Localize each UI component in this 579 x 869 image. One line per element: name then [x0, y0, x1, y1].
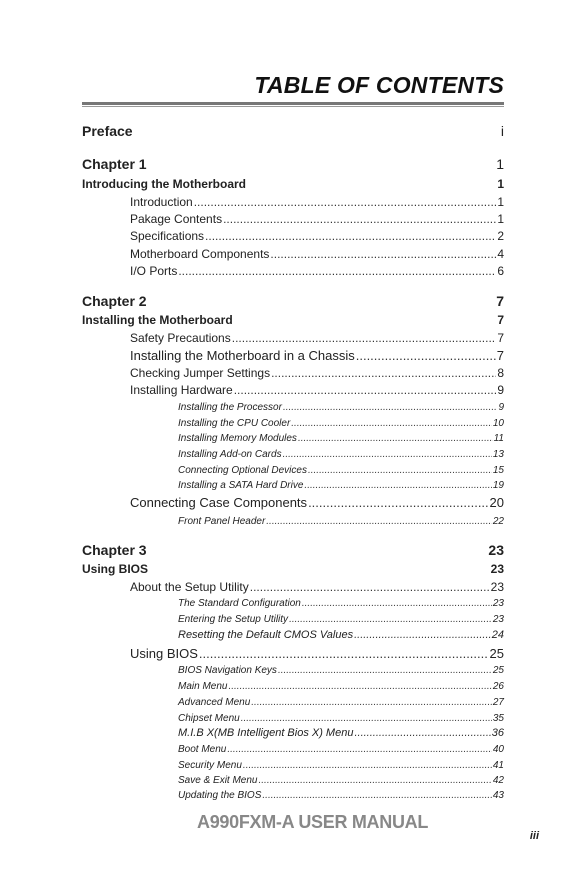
toc-leader-dots — [258, 775, 491, 786]
toc-label: Installing Memory Modules — [178, 433, 297, 444]
toc-subentry — [178, 727, 504, 739]
toc-leader-dots — [283, 449, 492, 460]
toc-label: I/O Ports — [130, 264, 178, 278]
toc-label: Boot Menu — [178, 744, 227, 755]
toc-entry — [130, 212, 504, 226]
toc-leader-dots — [304, 480, 491, 491]
toc-label: Chipset Menu — [178, 713, 240, 724]
page-title: TABLE OF CONTENTS — [254, 72, 504, 98]
toc-page-number: i — [500, 123, 504, 139]
toc-section-2 — [82, 313, 504, 327]
toc-page-number: 23 — [490, 562, 504, 576]
title-rule — [82, 102, 504, 105]
toc-page-number: 1 — [496, 156, 504, 172]
toc-subentry — [178, 614, 504, 625]
toc-page-number: 41 — [492, 760, 504, 771]
toc-subentry — [178, 713, 504, 724]
toc-leader-dots — [271, 366, 496, 380]
toc-label: The Standard Configuration — [178, 598, 301, 609]
title-rule-thin — [82, 106, 504, 107]
toc-label: BIOS Navigation Keys — [178, 665, 277, 676]
toc-subentry — [178, 516, 504, 527]
toc-page-number: 35 — [492, 713, 504, 724]
toc-label: Installing Add-on Cards — [178, 449, 282, 460]
toc-page-number: 15 — [492, 465, 504, 476]
toc-entry — [130, 331, 504, 345]
toc-leader-dots — [354, 727, 490, 739]
toc-label: Advanced Menu — [178, 697, 251, 708]
toc-subentry — [178, 402, 504, 413]
toc-label: M.I.B X(MB Intelligent Bios X) Menu — [178, 727, 354, 739]
toc-leader-dots — [262, 790, 491, 801]
toc-leader-dots — [178, 264, 496, 278]
toc-leader-dots — [298, 433, 493, 444]
toc-page-number: 24 — [491, 629, 504, 641]
toc-entry — [130, 247, 504, 261]
toc-page-number: 10 — [492, 418, 504, 429]
toc-label: Preface — [82, 123, 133, 139]
toc-subentry — [178, 681, 504, 692]
toc-entry — [130, 264, 504, 278]
toc-label: Motherboard Components — [130, 247, 270, 261]
toc-subentry — [178, 629, 504, 641]
toc-leader-dots — [308, 465, 492, 476]
toc-page-number: 7 — [497, 313, 504, 327]
toc-label: Chapter 1 — [82, 156, 147, 172]
toc-label: Using BIOS — [82, 562, 149, 576]
toc-page-number: 9 — [497, 383, 504, 397]
toc-leader-dots — [356, 348, 496, 363]
toc-label: Installing a SATA Hard Drive — [178, 480, 304, 491]
toc-page-number: 23 — [492, 614, 504, 625]
toc-page-number: 36 — [491, 727, 504, 739]
toc-leader-dots — [308, 495, 488, 510]
toc-leader-dots — [283, 402, 497, 413]
toc-label: Installing the Processor — [178, 402, 282, 413]
toc-entry — [130, 195, 504, 209]
toc-page-number: 25 — [489, 646, 504, 661]
toc-chapter-2 — [82, 293, 504, 309]
toc-page-number: 23 — [492, 598, 504, 609]
toc-page-number: 9 — [498, 402, 504, 413]
toc-label: Introduction — [130, 195, 193, 209]
toc-label: Chapter 2 — [82, 293, 147, 309]
toc-label: Using BIOS — [130, 646, 198, 661]
toc-page-number: 2 — [497, 229, 504, 243]
toc-page-number: 23 — [488, 542, 504, 558]
toc-leader-dots — [228, 681, 491, 692]
toc-leader-dots — [291, 418, 492, 429]
toc-leader-dots — [223, 212, 496, 226]
toc-subentry — [178, 790, 504, 801]
toc-leader-dots — [205, 229, 496, 243]
toc-page-number: 13 — [492, 449, 504, 460]
toc-subentry — [178, 418, 504, 429]
toc-leader-dots — [278, 665, 492, 676]
toc-label: Pakage Contents — [130, 212, 223, 226]
toc-page-number: 1 — [497, 177, 504, 191]
toc-page-number: 6 — [497, 264, 504, 278]
toc-entry — [130, 348, 504, 363]
toc-subentry — [178, 744, 504, 755]
toc-page-number: 1 — [497, 195, 504, 209]
toc-chapter-1 — [82, 156, 504, 172]
toc-preface — [82, 123, 504, 139]
toc-label: Installing Hardware — [130, 383, 233, 397]
toc-label: Connecting Optional Devices — [178, 465, 307, 476]
toc-page-number: 8 — [497, 366, 504, 380]
toc-page-number: 7 — [497, 331, 504, 345]
toc-label: Checking Jumper Settings — [130, 366, 271, 380]
toc-leader-dots — [266, 516, 492, 527]
toc-page-number: 20 — [489, 495, 504, 510]
toc-leader-dots — [250, 580, 490, 594]
toc-page-number: 27 — [492, 697, 504, 708]
toc-leader-dots — [270, 247, 496, 261]
manual-footer-title: A990FXM-A USER MANUAL — [197, 812, 429, 832]
toc-label: Save & Exit Menu — [178, 775, 258, 786]
toc-page-number: 11 — [493, 433, 504, 444]
toc-page-number: 43 — [492, 790, 504, 801]
toc-page-number: 7 — [496, 348, 504, 363]
toc-subentry — [178, 465, 504, 476]
toc-page-number: 1 — [497, 212, 504, 226]
toc-subentry — [178, 480, 504, 491]
toc-leader-dots — [227, 744, 492, 755]
toc-subentry — [178, 449, 504, 460]
toc-leader-dots — [194, 195, 497, 209]
toc-page-number: 4 — [497, 247, 504, 261]
toc-entry — [130, 646, 504, 661]
toc-leader-dots — [234, 383, 497, 397]
toc-label: Chapter 3 — [82, 542, 147, 558]
toc-label: Entering the Setup Utility — [178, 614, 289, 625]
toc-entry — [130, 495, 504, 510]
toc-leader-dots — [241, 713, 492, 724]
toc-page-number: 26 — [492, 681, 504, 692]
toc-label: Installing the Motherboard — [82, 313, 233, 327]
toc-section-3 — [82, 562, 504, 576]
toc-page-number: 40 — [492, 744, 504, 755]
toc-page-number: 42 — [492, 775, 504, 786]
toc-entry — [130, 580, 504, 594]
toc-leader-dots — [243, 760, 492, 771]
toc-subentry — [178, 760, 504, 771]
toc-label: Safety Precautions — [130, 331, 231, 345]
toc-subentry — [178, 665, 504, 676]
toc-subentry — [178, 775, 504, 786]
toc-entry — [130, 229, 504, 243]
toc-subentry — [178, 697, 504, 708]
toc-label: Updating the BIOS — [178, 790, 262, 801]
page-number: iii — [529, 830, 539, 842]
toc-label: Front Panel Header — [178, 516, 266, 527]
toc-leader-dots — [289, 614, 492, 625]
toc-label: Connecting Case Components — [130, 495, 308, 510]
toc-entry — [130, 366, 504, 380]
toc-leader-dots — [302, 598, 492, 609]
toc-label: Security Menu — [178, 760, 242, 771]
toc-page-number: 22 — [492, 516, 504, 527]
toc-label: About the Setup Utility — [130, 580, 249, 594]
toc-label: Installing the Motherboard in a Chassis — [130, 348, 355, 363]
toc-subentry — [178, 433, 504, 444]
toc-section-1 — [82, 177, 504, 191]
toc-page-number: 7 — [496, 293, 504, 309]
toc-leader-dots — [199, 646, 489, 661]
toc-label: Resetting the Default CMOS Values — [178, 629, 354, 641]
toc-leader-dots — [232, 331, 497, 345]
toc-entry — [130, 383, 504, 397]
toc-chapter-3 — [82, 542, 504, 558]
toc-page-number: 23 — [490, 580, 504, 594]
toc-page-number: 25 — [492, 665, 504, 676]
toc-leader-dots — [354, 629, 491, 641]
toc-label: Specifications — [130, 229, 205, 243]
toc-leader-dots — [251, 697, 492, 708]
toc-page-number: 19 — [492, 480, 504, 491]
toc-label: Introducing the Motherboard — [82, 177, 246, 191]
toc-subentry — [178, 598, 504, 609]
toc-label: Main Menu — [178, 681, 228, 692]
toc-label: Installing the CPU Cooler — [178, 418, 291, 429]
